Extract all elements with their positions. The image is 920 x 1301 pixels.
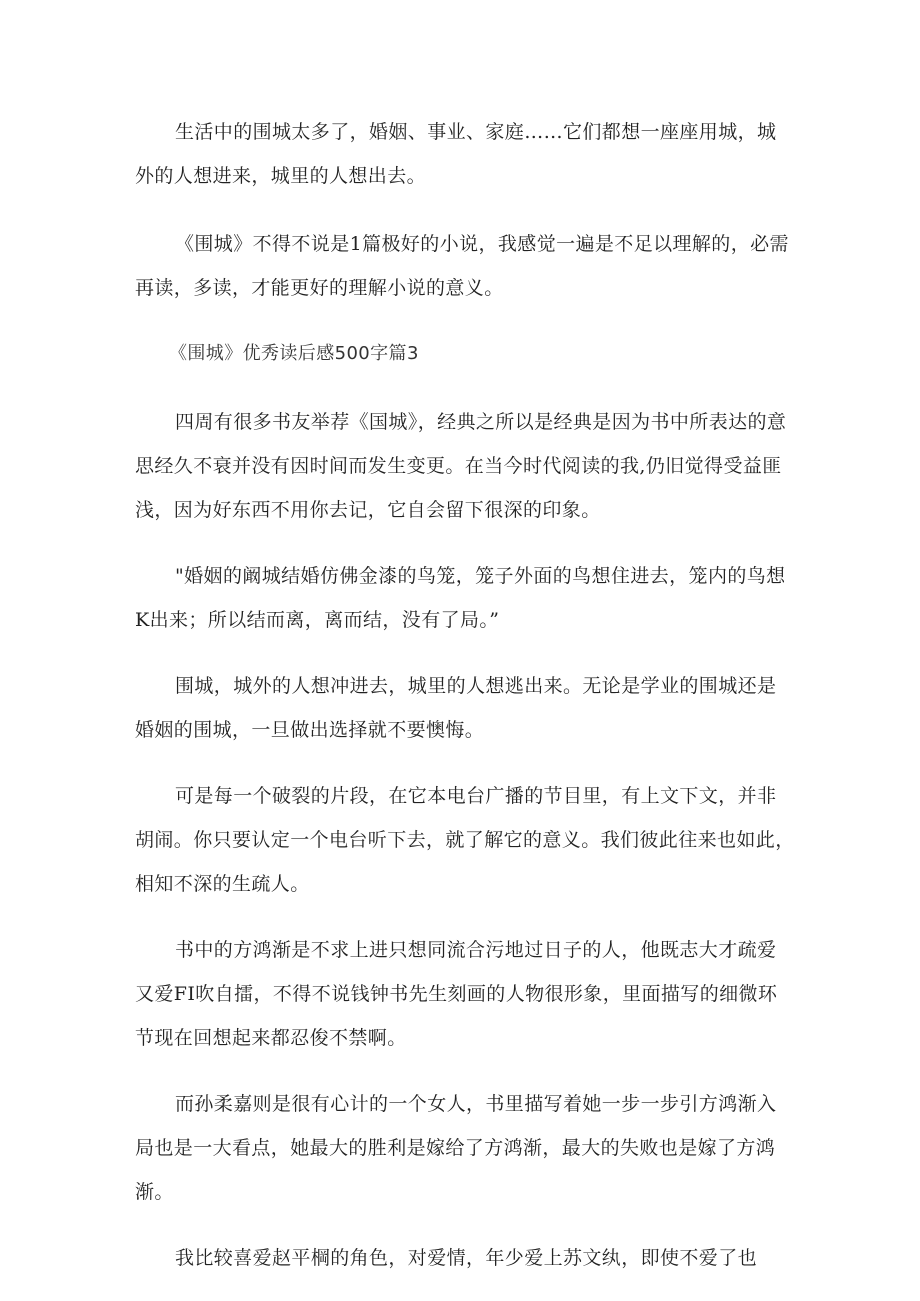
article-body [135,110,795,1280]
paragraph-7: 书中的方鸿渐是不求上进只想同流合污地过日子的人，他既志大才疏爱又爱FI吹自擂，不得不说钱钟书先生刻画的人物很形象，里面描写的细微环节现在回想起来都忍俊不禁啊。 [135,939,778,1049]
paragraph-5: 围城，城外的人想冲进去，城里的人想逃出来。无论是学业的围城还是婚姻的围城，一旦做出选择就不要懊悔。 [135,675,777,741]
paragraph-8: 而孙柔嘉则是很有心计的一个女人，书里描写着她一步一步引方鸿渐入局也是一大看点，她最大的胜利是嫁给了方鸿渐，最大的失败也是嫁了方鸿渐。 [135,1093,777,1203]
paragraph-9: 我比较喜爱赵平棡的角色，对爱情，年少爱上苏文纨，即使不爱了也 [175,1247,758,1269]
paragraph-2: 《围城》不得不说是1篇极好的小说，我感觉一遍是不足以理解的，必需再读，多读，才能更好的理解小说的意义。 [135,233,789,299]
section-heading: 《围城》优秀读后感500字篇3 [169,343,419,364]
paragraph-4-quote: "婚姻的阚城结婚仿佛金漆的鸟笼，笼子外面的鸟想住进去，笼内的鸟想K出来；所以结而离，离而结，没有了局。” [135,565,786,631]
paragraph-1: 生活中的围城太多了，婚姻、事业、家庭……它们都想一座座用城，城外的人想进来，城里的人想出去。 [135,121,777,187]
paragraph-3: 四周有很多书友举荐《国城》，经典之所以是经典是因为书中所表达的意思经久不衰并没有因时间而发生变更。在当今时代阅读的我,仍旧觉得受益匪浅，因为好东西不用你去记，它自会留下很深的印象。 [135,411,787,521]
paragraph-6: 可是每一个破裂的片段，在它本电台广播的节目里，有上文下文，并非胡闹。你只要认定一个电台听下去，就了解它的意义。我们彼此往来也如此，相知不深的生疏人。 [135,785,795,895]
